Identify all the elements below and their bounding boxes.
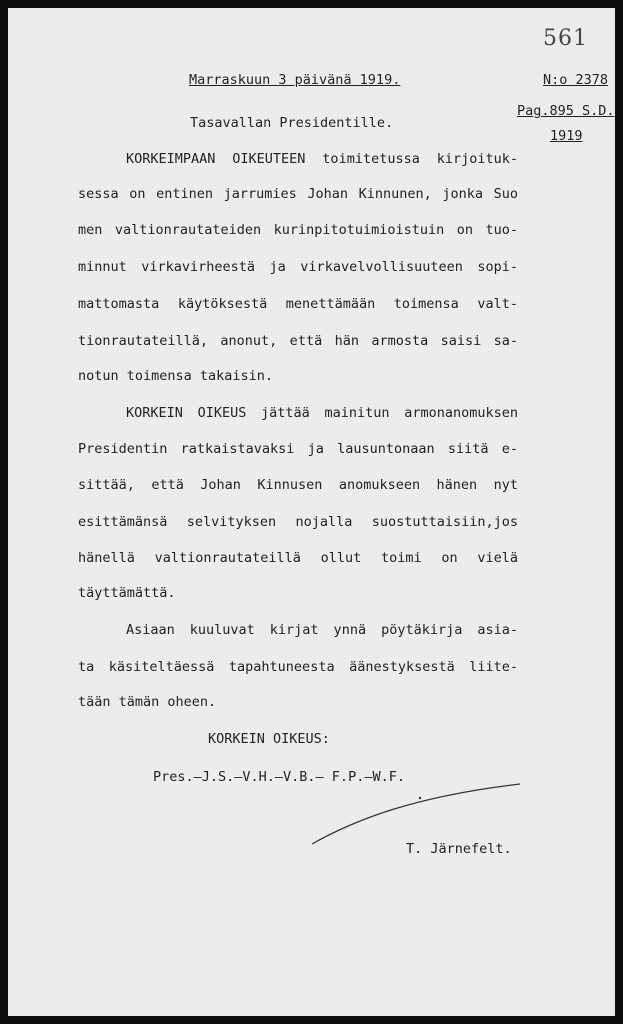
body-line: esittämänsä selvityksen nojalla suostuttaisiin,jos — [78, 514, 518, 530]
member-initials: Pres.—J.S.—V.H.—V.B.— F.P.—W.F. — [153, 769, 405, 785]
document-page — [8, 8, 615, 1016]
body-line: sittää, että Johan Kinnusen anomukseen hänen nyt — [78, 477, 518, 493]
signer-name: T. Järnefelt. — [406, 841, 512, 857]
body-line: Asiaan kuuluvat kirjat ynnä pöytäkirja asia- — [126, 622, 518, 638]
reference-pagination: Pag.895 S.D. — [517, 103, 615, 119]
body-line: hänellä valtionrautateillä ollut toimi on vielä — [78, 550, 518, 566]
addressee: Tasavallan Presidentille. — [190, 115, 394, 131]
body-line: täyttämättä. — [78, 585, 176, 601]
body-line: tään tämän oheen. — [78, 694, 217, 710]
body-line: Presidentin ratkaistavaksi ja lausuntonaan siitä e- — [78, 441, 518, 457]
folio-number: 561 — [543, 26, 588, 51]
body-line: ta käsiteltäessä tapahtuneesta äänestyksestä liite- — [78, 659, 518, 675]
body-line: men valtionrautateiden kurinpitotuimioistuin on tuo- — [78, 222, 518, 238]
body-line: tionrautateillä, anonut, että hän armosta saisi sa- — [78, 333, 518, 349]
body-line: sessa on entinen jarrumies Johan Kinnunen, jonka Suo — [78, 186, 518, 202]
body-line: notun toimensa takaisin. — [78, 368, 274, 384]
body-line: mattomasta käytöksestä menettämään toimensa valt- — [78, 296, 518, 312]
reference-year: 1919 — [550, 128, 583, 144]
court-signature-heading: KORKEIN OIKEUS: — [208, 731, 330, 747]
document-date: Marraskuun 3 päivänä 1919. — [189, 72, 401, 88]
body-line: minnut virkavirheestä ja virkavelvollisuuteen sopi- — [78, 259, 518, 275]
reference-number: N:o 2378 — [543, 72, 609, 88]
handwritten-signature-stroke — [308, 778, 528, 848]
body-line: KORKEIN OIKEUS jättää mainitun armonanomuksen — [126, 405, 518, 421]
body-line: KORKEIMPAAN OIKEUTEEN toimitetussa kirjoituk- — [126, 151, 518, 167]
